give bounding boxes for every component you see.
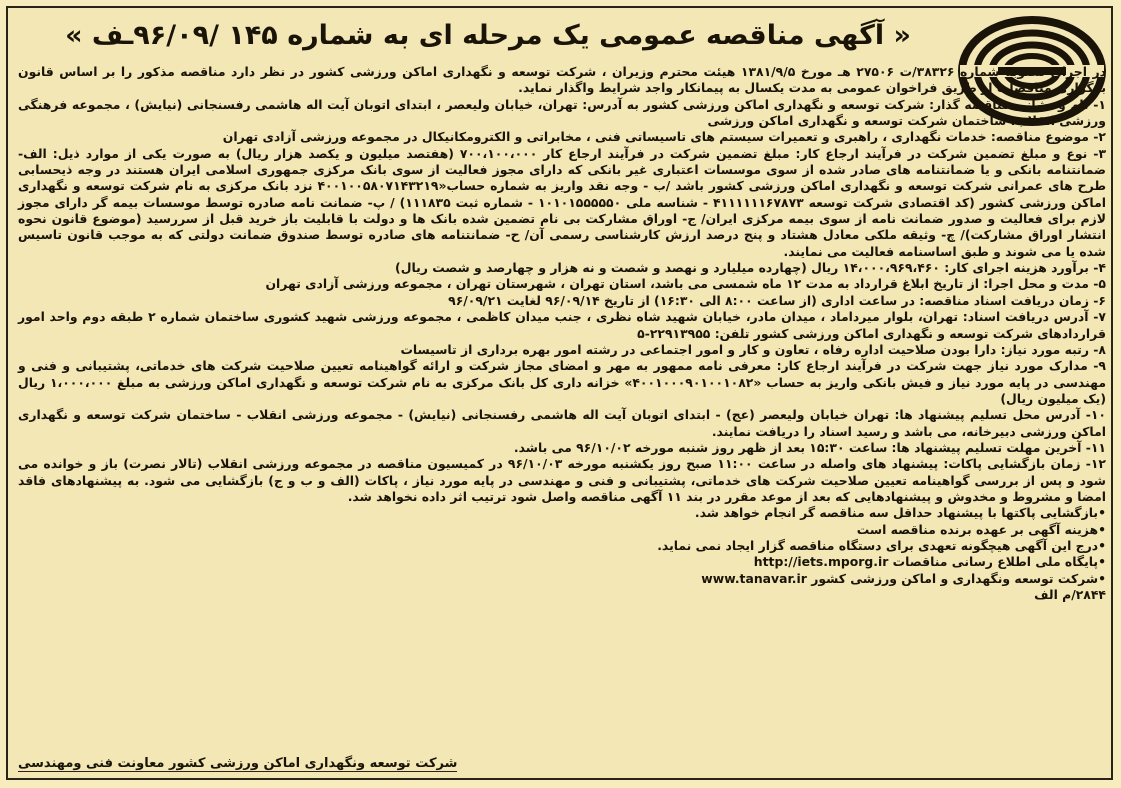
clause-8: ۸- رتبه مورد نیاز: دارا بودن صلاحیت اداره رفاه ، تعاون و کار و امور اجتماعی در رشته امور بهره برداری از تاسیسات: [400, 341, 1106, 357]
notice-title: « آگهی مناقصه عمومی یک مرحله ای به شماره ۱۴۵ /۹۶/۰۹ـف »: [65, 20, 911, 51]
note-bullet: •بازگشایی پاکتها با پیشنهاد حداقل سه مناقصه گر انجام خواهد شد.: [694, 505, 1106, 521]
clause-5: ۵- مدت و محل اجرا: از تاریخ ابلاغ قرارداد به مدت ۱۲ ماه شمسی می باشد، استان تهران ، شهرستان تهران ، مجموعه ورزشی آزادی تهران: [265, 276, 1106, 292]
note-bullet: •پایگاه ملی اطلاع رسانی مناقصات http://iets.mporg.ir: [753, 554, 1106, 570]
clause-4: ۴- برآورد هزینه اجرای کار: ۱۴،۰۰۰،۹۶۹،۴۶۰ ریال (چهارده میلیارد و نهصد و شصت و نه هزار و چهارصد و شصت ریال): [395, 260, 1106, 276]
clause-10: ۱۰- آدرس محل تسلیم پیشنهاد ها: تهران خیابان ولیعصر (عج) - ابتدای اتوبان آیت اله هاشمی رفسنجانی (نیایش) - مجموعه ورزشی انقلاب - ساختمان شرکت توسعه و نگهداری اماکن ورزشی دبیرخانه، می باشد و رسید اسناد را دریافت نمایند.: [18, 407, 1106, 439]
note-bullet: •شرکت توسعه ونگهداری و اماکن ورزشی کشور www.tanavar.ir: [701, 570, 1106, 586]
intro-paragraph: در اجرای مصوبه شماره ۳۸۳۲۶/ت ۲۷۵۰۶ هـ مورخ ۱۳۸۱/۹/۵ هیئت محترم وزیران ، شرکت توسعه و نگهداری اماکن ورزشی کشور در نظر دارد مناقصه مذکور را بر اساس قانون برگزاری مناقصات از طریق فراخوان عمومی به مدت یکسال به پیمانکار واجد شرایط واگذار نماید.: [18, 64, 1106, 96]
clause-3: ۳- نوع و مبلغ تضمین شرکت در فرآیند ارجاع کار: مبلغ تضمین شرکت در فرآیند ارجاع کار ۷۰۰،۱۰۰،۰۰۰ (هفتصد میلیون و یکصد هزار ریال) به صورت یکی از موارد ذیل: الف- ضمانتنامه بانکی و یا ضمانتنامه های صادر شده از سوی موسسات اعتباری غیر بانکی که دارای مجوز فعالیت از سوی بانک مرکزی جمهوری اسلامی ایران هستند در وجه ذیحسابی طرح های عمرانی شرکت توسعه و نگهداری اماکن ورزشی کشور باشد /ب - وجه نقد واریز به شماره حساب«۴۰۰۱۰۰۵۸۰۷۱۴۳۲۱۹ نزد بانک مرکزی به نام شرکت توسعه و نگهداری اماکن ورزشی کشور (کد اقتصادی شرکت توسعه ۴۱۱۱۱۱۱۶۷۸۷۳ - شناسه ملی ۱۰۱۰۱۵۵۵۵۵۰ - شماره ثبت ۱۱۱۸۳۵) / پ- ضمانت نامه صادره توسط موسسات بیمه گر دارای مجوز لازم برای فعالیت و صدور ضمانت نامه از سوی بیمه مرکزی ایران/ ج- اوراق مشارکت بی نام تضمین شده بانک ها و دولت با قابلیت باز خرید قبل از سررسید (موضوع قانون نحوه انتشار اوراق مشارکت)/ چ- وثیقه ملکی معادل هشتاد و پنج درصد ارزش کارشناسی رسمی آن/ ح- ضمانتنامه های صادره توسط صندوق ضمانت دولتی که به موجب قانون تاسیس شده یا می شوند و طبق اساسنامه فعالیت می نمایند.: [18, 145, 1107, 259]
note-bullet: •درج این آگهی هیچگونه تعهدی برای دستگاه مناقصه گزار ایجاد نمی نماید.: [657, 537, 1106, 553]
footer-text: شرکت توسعه ونگهداری اماکن ورزشی کشور معاونت فنی ومهندسی: [18, 756, 458, 771]
clause-9: ۹- مدارک مورد نیاز جهت شرکت در فرآیند ارجاع کار: معرفی نامه ممهور به مهر و امضای مجاز شرکت و ارائه گواهینامه تعیین صلاحیت شرکت های خدماتی، پشتیبانی و فنی و مهندسی در پایه مورد نیاز و فیش بانکی واریز به حساب «۴۰۰۱۰۰۰۹۰۱۰۰۱۰۸۲» خزانه داری کل بانک مرکزی به نام شرکت توسعه و نگهداری اماکن ورزشی به مبلغ ۱،۰۰۰،۰۰۰ ریال (یک میلیون ریال): [18, 358, 1107, 406]
reference-code: ۲۸۴۴/م الف: [1034, 587, 1106, 602]
notice-body: [18, 64, 1106, 603]
clause-1: ۱- نام و نشانی مناقصه گذار: شرکت توسعه و نگهداری اماکن ورزشی کشور به آدرس: تهران، خیابان ولیعصر ، ابتدای اتوبان آیت اله هاشمی رفسنجانی (نیایش) ، مجموعه فرهنگی ورزشی انقلاب، ساختمان شرکت توسعه و نگهداری اماکن ورزشی: [18, 96, 1106, 129]
clause-7: ۷- آدرس دریافت اسناد: تهران، بلوار میرداماد ، میدان مادر، خیابان شهید شاه نظری ، جنب میدان کاظمی ، مجموعه ورزشی شهید کشوری ساختمان شماره ۲ طبقه دوم واحد امور قراردادهای شرکت توسعه و نگهداری اماکن ورزشی کشور تلفن: ۲۲۹۱۳۹۵۵-۵: [18, 309, 1106, 341]
footer-signature: [18, 754, 1106, 774]
note-bullet: •هزینه آگهی بر عهده برنده مناقصه است: [856, 521, 1106, 537]
clause-11: ۱۱- آخرین مهلت تسلیم پیشنهاد ها: ساعت ۱۵:۳۰ بعد از ظهر روز شنبه مورخه ۹۶/۱۰/۰۲ می باشد.: [513, 439, 1106, 455]
clause-6: ۶- زمان دریافت اسناد مناقصه: در ساعت اداری (از ساعت ۸:۰۰ الی ۱۶:۳۰) از تاریخ ۹۶/۰۹/۱۴ لغایت ۹۶/۰۹/۲۱: [448, 292, 1106, 308]
tender-notice: [6, 6, 1113, 780]
clause-12: ۱۲- زمان بازگشایی پاکات: پیشنهاد های واصله در ساعت ۱۱:۰۰ صبح روز یکشنبه مورخه ۹۶/۱۰/۰۳ در کمیسیون مناقصه در مجموعه ورزشی انقلاب (تالار نصرت) باز و خوانده می شود و پس از بررسی گواهینامه تعیین صلاحیت شرکت های خدماتی، پشتیبانی و فنی و مهندسی در پایه مورد نیاز ، پاکات (الف و ب و ج) بازگشایی می شود. به پیشنهادهای فاقد امضا و مشروط و مخدوش و پیشنهادهایی که بعد از موعد مقرر در بند ۱۱ آگهی مناقصه واصل شود ترتیب اثر داده نخواهد شد.: [18, 456, 1106, 504]
clause-2: ۲- موضوع مناقصه: خدمات نگهداری ، راهبری و تعمیرات سیستم های تاسیساتی فنی ، مخابراتی و الکترومکانیکال در مجموعه ورزشی آزادی تهران: [222, 129, 1106, 145]
